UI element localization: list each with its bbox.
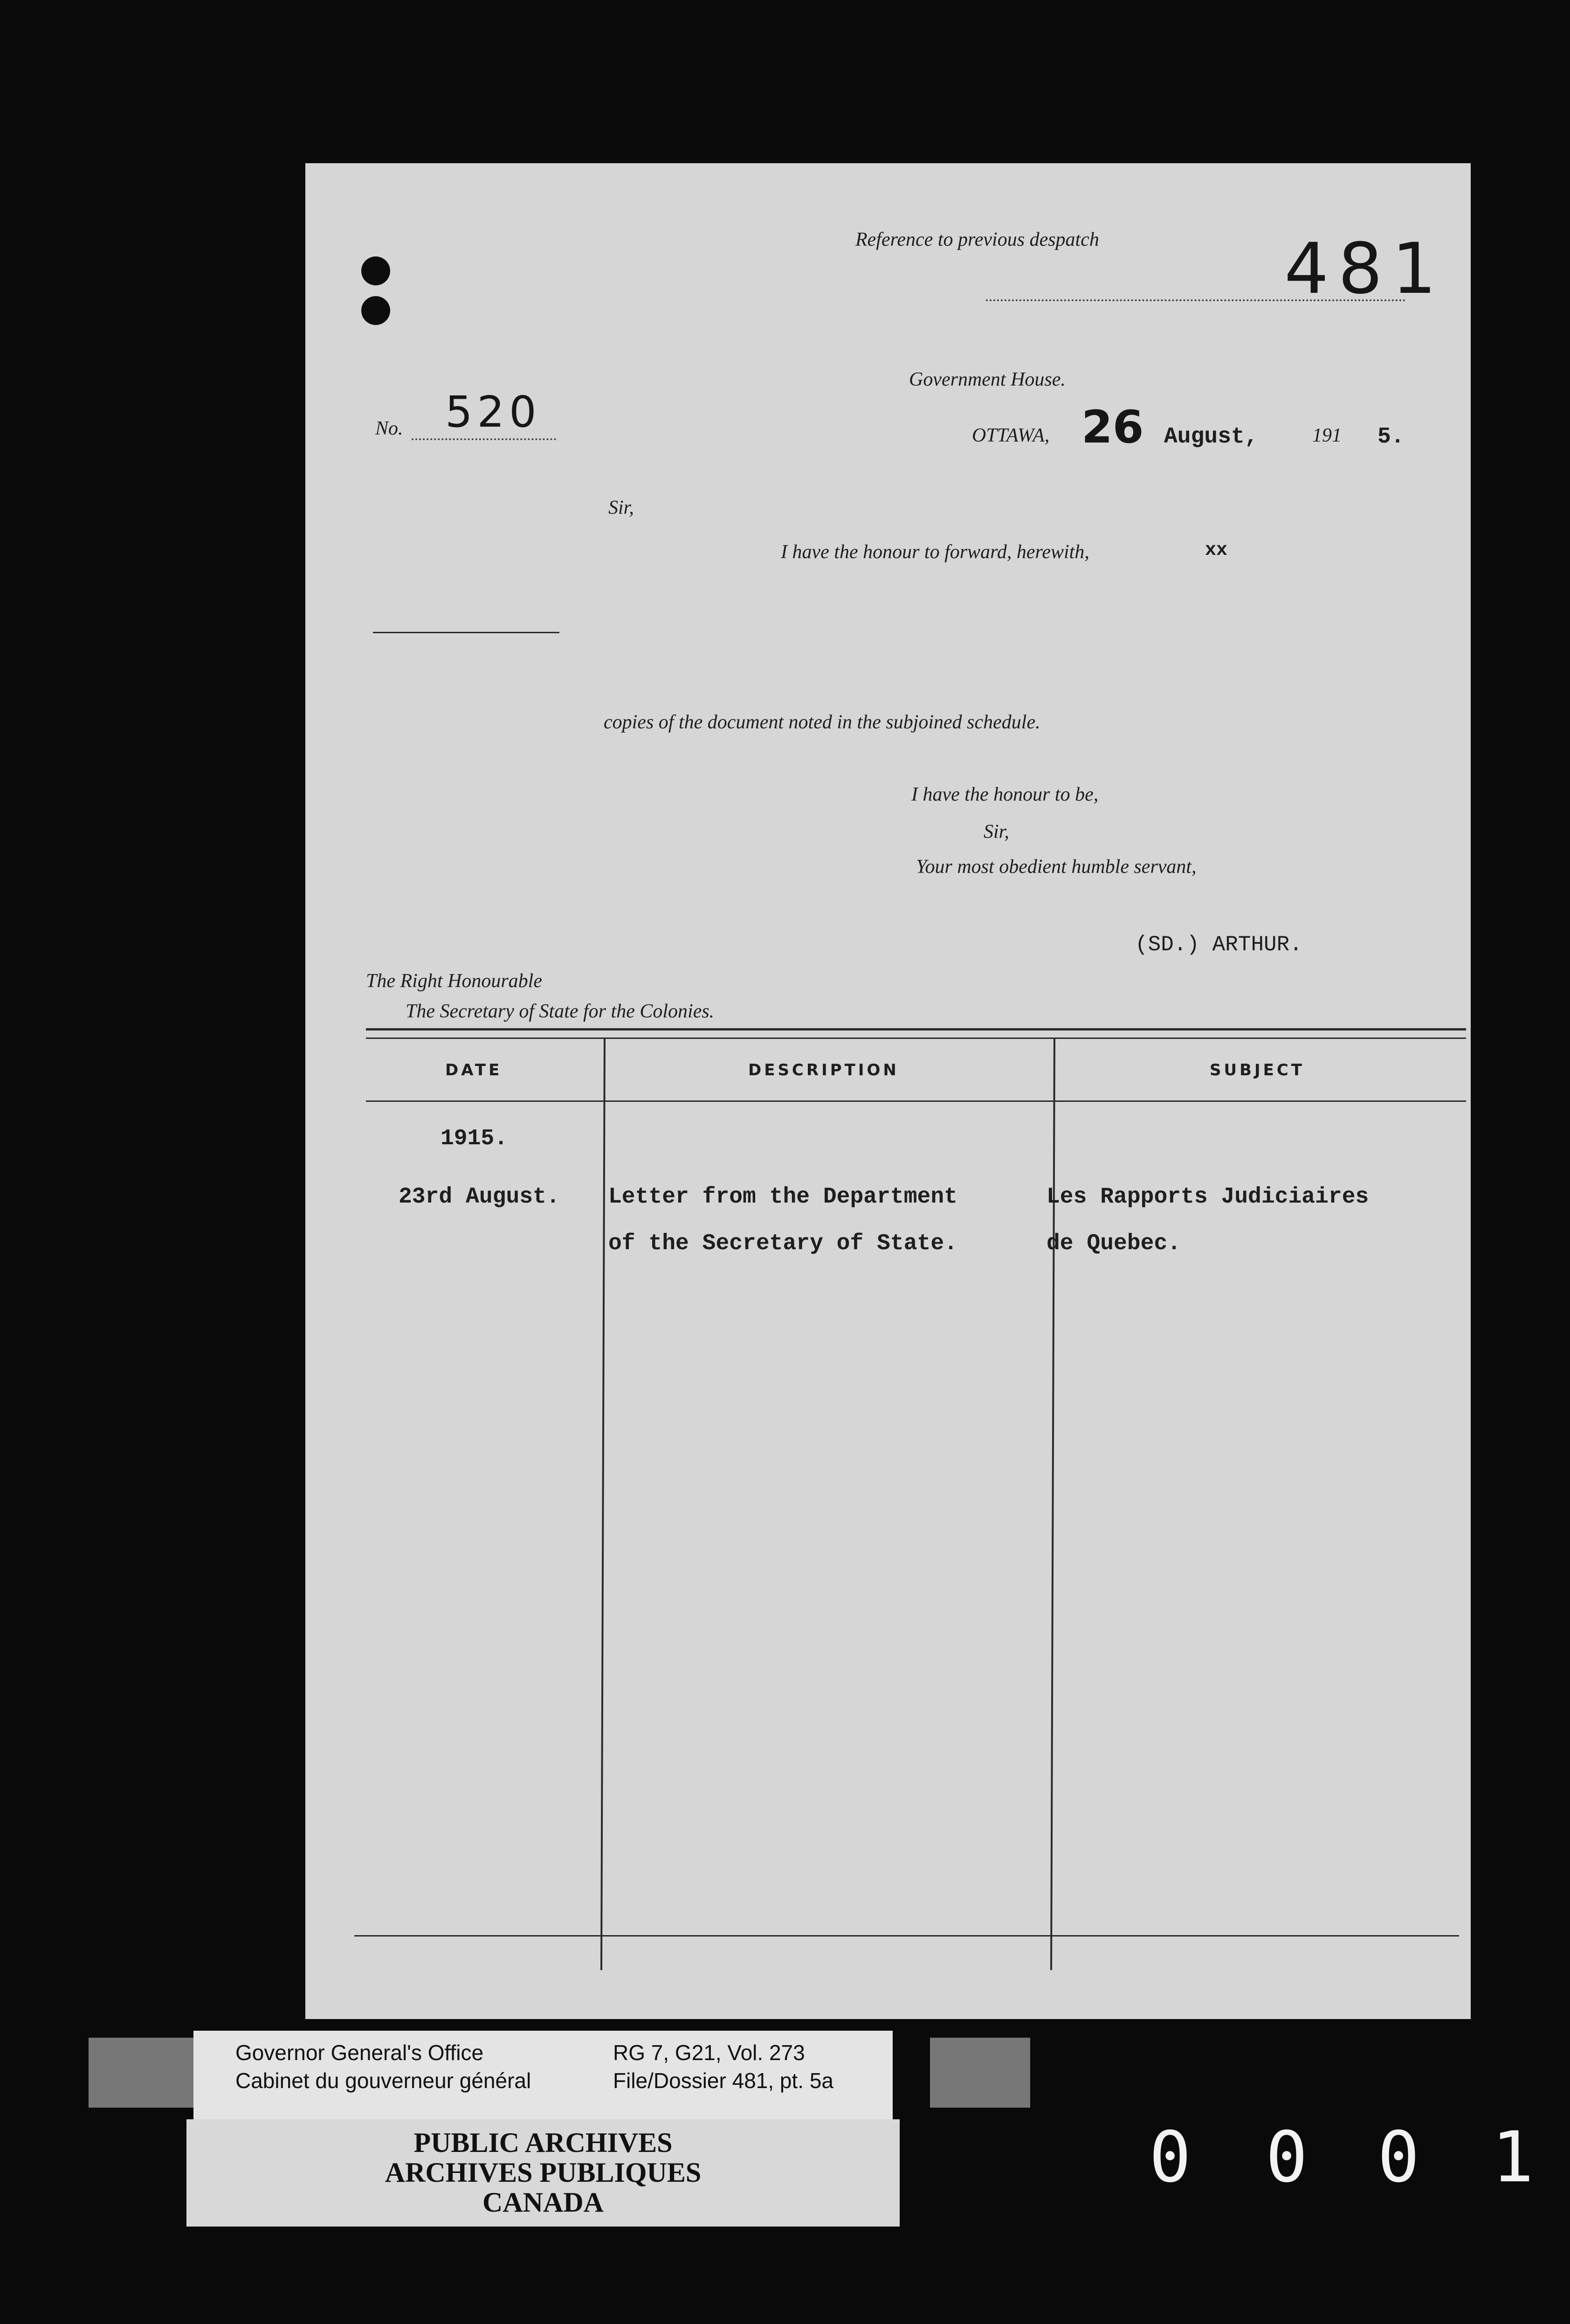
reference-label: Reference to previous despatch: [855, 229, 1099, 250]
header-bottom-rule: [366, 1100, 1466, 1102]
file-dossier: File/Dossier 481, pt. 5a: [613, 2068, 834, 2093]
schedule-subject-2: de Quebec.: [1047, 1231, 1181, 1256]
film-edge-right: [930, 2038, 1030, 2108]
place: OTTAWA,: [972, 425, 1050, 446]
closing-2: Sir,: [984, 821, 1009, 843]
addressee-1: The Right Honourable: [366, 970, 542, 992]
date-day: 26: [1081, 401, 1144, 453]
schedule-subject-1: Les Rapports Judiciaires: [1047, 1184, 1369, 1210]
margin-line: [373, 632, 559, 633]
office-en: Governor General's Office: [235, 2040, 484, 2065]
archive-reference-label: [193, 2031, 893, 2119]
punch-hole-top: [361, 256, 390, 285]
closing-3: Your most obedient humble servant,: [916, 856, 1197, 878]
punch-hole-bottom: [361, 296, 390, 325]
signature: (SD.) ARTHUR.: [1135, 933, 1302, 957]
archives-fr: ARCHIVES PUBLIQUES: [385, 2157, 702, 2188]
office-fr: Cabinet du gouverneur général: [235, 2068, 531, 2093]
frame-digit-4: 1: [1492, 2117, 1534, 2198]
reference-number: 481: [1284, 228, 1446, 310]
number-value: 520: [445, 387, 541, 437]
frame-digit-1: 0: [1149, 2117, 1191, 2198]
salutation: Sir,: [608, 497, 634, 519]
copies-line: copies of the document noted in the subjoined schedule.: [604, 712, 1040, 733]
archives-en: PUBLIC ARCHIVES: [413, 2127, 673, 2158]
schedule-year: 1915.: [441, 1126, 508, 1151]
archives-country: CANADA: [482, 2187, 604, 2218]
year-prefix: 191: [1312, 425, 1342, 446]
table-bottom-rule: [354, 1935, 1459, 1937]
number-label: No.: [375, 418, 403, 439]
government-house: Government House.: [909, 369, 1066, 390]
column-divider-1: [600, 1038, 606, 1970]
addressee-2: The Secretary of State for the Colonies.: [406, 1001, 715, 1022]
date-month: August,: [1164, 424, 1258, 450]
letter-page: [305, 163, 1471, 2019]
column-header-subject: SUBJECT: [1210, 1061, 1305, 1079]
public-archives-stamp: [186, 2119, 900, 2227]
forward-line: I have the honour to forward, herewith,: [781, 541, 1089, 563]
column-divider-2: [1050, 1038, 1055, 1970]
frame-digit-3: 0: [1377, 2117, 1420, 2198]
schedule-description-2: of the Secretary of State.: [608, 1231, 957, 1256]
year-suffix: 5.: [1377, 424, 1405, 450]
schedule-description-1: Letter from the Department: [608, 1184, 957, 1210]
frame-digit-2: 0: [1266, 2117, 1308, 2198]
schedule-date: 23rd August.: [399, 1184, 560, 1210]
table-top-rule-2: [366, 1038, 1466, 1039]
table-top-rule: [366, 1028, 1466, 1031]
column-header-description: DESCRIPTION: [748, 1061, 899, 1079]
reference-line: [986, 299, 1405, 301]
film-edge-left: [89, 2038, 193, 2108]
strikethrough-mark: xx: [1205, 540, 1228, 561]
closing-1: I have the honour to be,: [911, 784, 1099, 805]
number-line: [412, 438, 556, 440]
column-header-date: DATE: [445, 1061, 503, 1079]
record-group: RG 7, G21, Vol. 273: [613, 2040, 805, 2065]
